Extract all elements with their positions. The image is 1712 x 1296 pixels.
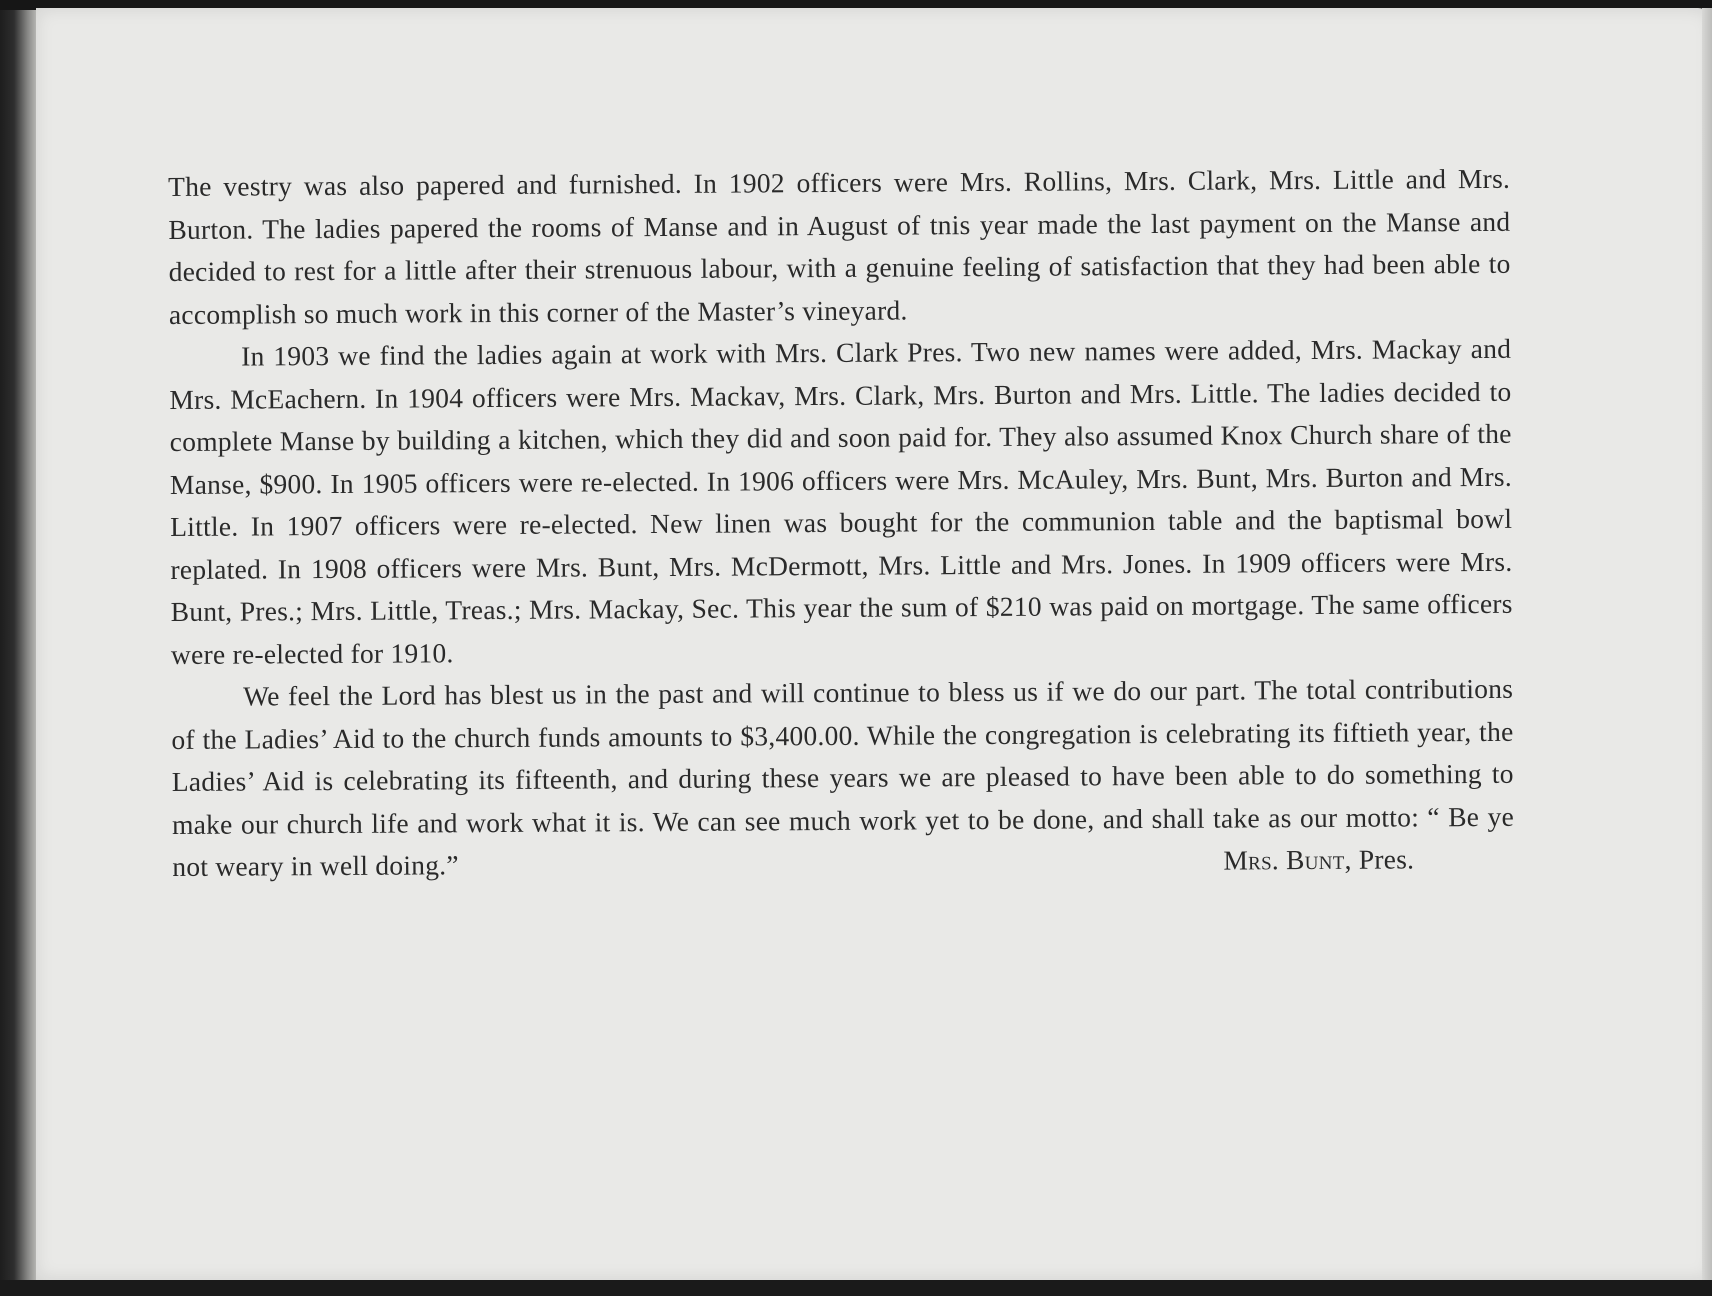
paragraph-3 xyxy=(171,668,1514,889)
page-bottom-shadow xyxy=(0,1280,1712,1296)
signature: Mrs. Bunt, Pres. xyxy=(1223,843,1415,876)
paragraph-3-text: We feel the Lord has blest us in the past and will continue to bless us if we do our part. The total contributions of the Ladies’ Aid to the church funds amounts to $3,400.00. While the congregation is celebrating its fiftieth year, the Ladies’ Aid is celebrating its fifteenth, and during these years we are pleased to have been able to do something to make our church life and work what it is. We can see much work yet to be done, and shall take as our motto: “ Be ye not weary in well doing.” xyxy=(171,672,1515,882)
document-body xyxy=(168,158,1514,889)
page-right-edge xyxy=(1702,8,1712,1296)
paragraph-1: The vestry was also papered and furnished. In 1902 officers were Mrs. Rollins, Mrs. Clark, Mrs. Little and Mrs. Burton. The ladies papered the rooms of Manse and in August of tnis year made the last payment on the Manse and decided to rest for a little after their strenuous labour, with a genuine feeling of satisfaction that they had been able to accomplish so much work in this corner of the Master’s vineyard. xyxy=(168,162,1511,330)
signature-name: Mrs. Bunt xyxy=(1223,843,1345,876)
signature-title: Pres. xyxy=(1358,843,1415,875)
paragraph-2: In 1903 we find the ladies again at work with Mrs. Clark Pres. Two new names were added, Mrs. Mackay and Mrs. McEachern. In 1904 officers were Mrs. Mackav, Mrs. Clark, Mrs. Burton and Mrs. Little. The ladies decided to complete Manse by building a kitchen, which they did and soon paid for. They also assumed Knox Church share of the Manse, $900. In 1905 officers were re-elected. In 1906 officers were Mrs. McAuley, Mrs. Bunt, Mrs. Burton and Mrs. Little. In 1907 officers were re-elected. New linen was bought for the communion table and the baptismal bowl replated. In 1908 officers were Mrs. Bunt, Mrs. McDermott, Mrs. Little and Mrs. Jones. In 1909 officers were Mrs. Bunt, Pres.; Mrs. Little, Treas.; Mrs. Mackay, Sec. This year the sum of $210 was paid on mortgage. The same officers were re-elected for 1910. xyxy=(169,332,1513,670)
